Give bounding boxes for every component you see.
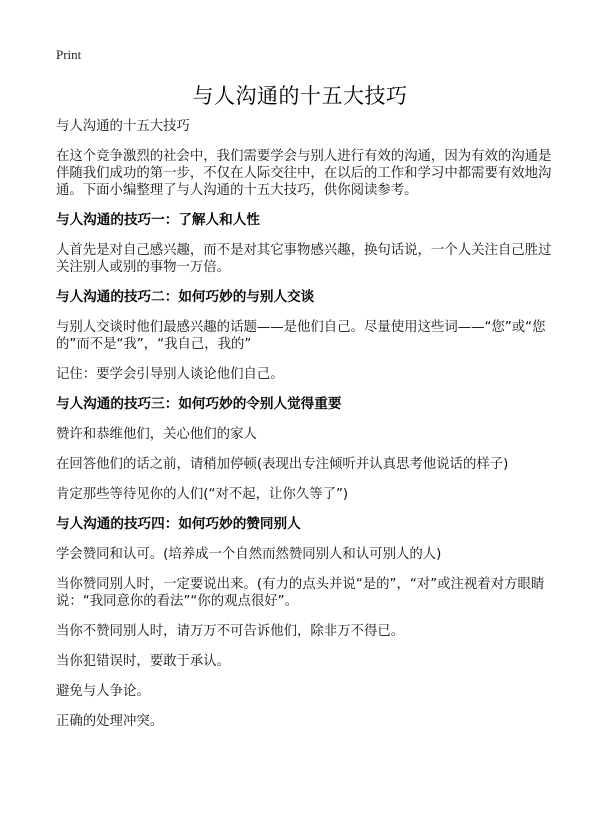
paragraph: 在回答他们的话之前，请稍加停顿(表现出专注倾听并认真思考他说话的样子)	[56, 457, 509, 472]
paragraph: 与别人交谈时他们最感兴趣的话题——是他们自己。尽量使用这些词——“您”或“您的”而不是“我”，“我自己，我的”	[56, 320, 546, 352]
section-heading: 与人沟通的技巧一：了解人和人性	[56, 212, 260, 228]
paragraph: 人首先是对自己感兴趣，而不是对其它事物感兴趣，换句话说，一个人关注自己胜过关注别人或别的事物一万倍。	[56, 243, 552, 275]
print-link[interactable]: Print	[56, 47, 82, 62]
paragraph: 当你不赞同别人时，请万万不可告诉他们，除非万不得已。	[56, 624, 405, 639]
paragraph: 避免与人争论。	[56, 684, 150, 699]
paragraph: 记住：要学会引导别人谈论他们自己。	[56, 367, 284, 382]
paragraph: 肯定那些等待见你的人们(“对不起，让你久等了”)	[56, 487, 349, 502]
section-heading: 与人沟通的技巧四：如何巧妙的赞同别人	[56, 516, 301, 532]
paragraph: 在这个竞争激烈的社会中，我们需要学会与别人进行有效的沟通，因为有效的沟通是伴随我们成功的第一步，不仅在人际交往中，在以后的工作和学习中都需要有效地沟通。下面小编整理了与人沟通的十五大技巧，供你阅读参考。	[56, 149, 552, 198]
section-heading: 与人沟通的技巧二：如何巧妙的与别人交谈	[56, 289, 315, 305]
page-title: 与人沟通的十五大技巧	[192, 84, 408, 108]
document-subtitle: 与人沟通的十五大技巧	[56, 119, 190, 134]
document-body	[56, 118, 556, 743]
paragraph: 学会赞同和认可。(培养成一个自然而然赞同别人和认可别人的人)	[56, 547, 442, 562]
paragraph: 正确的处理冲突。	[56, 714, 164, 729]
section-heading: 与人沟通的技巧三：如何巧妙的令别人觉得重要	[56, 396, 342, 412]
document-blocks	[56, 148, 556, 730]
paragraph: 当你犯错误时，要敢于承认。	[56, 654, 231, 669]
paragraph: 赞许和恭维他们，关心他们的家人	[56, 427, 257, 442]
paragraph: 当你赞同别人时，一定要说出来。(有力的点头并说“是的”，“对”或注视着对方眼睛说：“我同意你的看法”“你的观点很好”。	[56, 577, 545, 609]
